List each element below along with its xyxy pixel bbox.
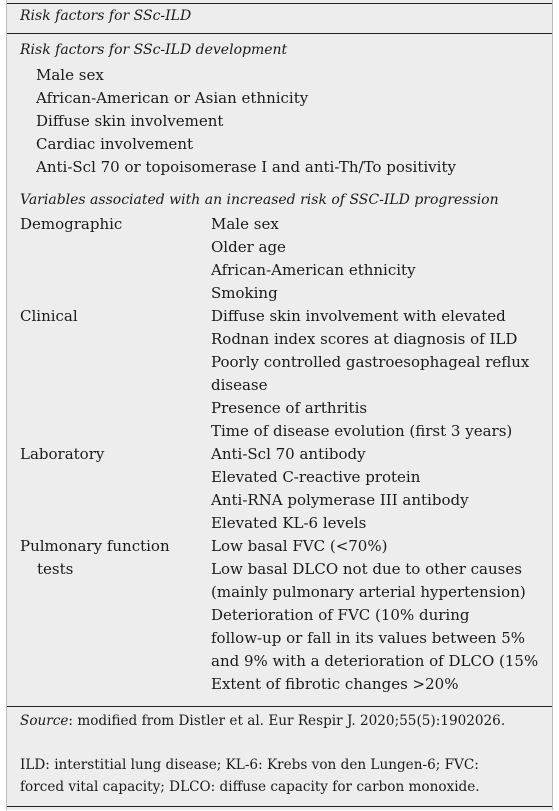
list-item: African-American or Asian ethnicity bbox=[36, 89, 309, 107]
source-text: : modified from Distler et al. Eur Respir J. 2020;55(5):1902026. bbox=[68, 713, 506, 729]
list-item: Cardiac involvement bbox=[36, 135, 194, 153]
abbreviations-line: forced vital capacity; DLCO: diffuse capacity for carbon monoxide. bbox=[20, 779, 480, 795]
group-label: Clinical bbox=[20, 307, 78, 325]
list-item: Older age bbox=[211, 238, 286, 256]
list-item: Elevated KL-6 levels bbox=[211, 514, 367, 532]
table-title: Risk factors for SSc-ILD bbox=[20, 8, 192, 24]
progression-heading: Variables associated with an increased risk of SSC-ILD progression bbox=[20, 192, 499, 208]
list-item: Smoking bbox=[211, 284, 278, 302]
list-item: disease bbox=[211, 376, 268, 394]
bottom-rule bbox=[7, 806, 552, 807]
list-item: Presence of arthritis bbox=[211, 399, 368, 417]
list-item: Anti-RNA polymerase III antibody bbox=[211, 491, 469, 509]
risk-factors-table bbox=[6, 0, 553, 810]
list-item: (mainly pulmonary arterial hypertension) bbox=[211, 583, 526, 601]
list-item: Male sex bbox=[211, 215, 279, 233]
group-label: Demographic bbox=[20, 215, 123, 233]
list-item: Elevated C-reactive protein bbox=[211, 468, 421, 486]
list-item: Time of disease evolution (first 3 years) bbox=[211, 422, 513, 440]
group-label: tests bbox=[37, 560, 74, 578]
source-label: Source bbox=[20, 713, 69, 729]
list-item: and 9% with a deterioration of DLCO (15% bbox=[211, 652, 539, 670]
footer-rule bbox=[7, 706, 552, 707]
list-item: Rodnan index scores at diagnosis of ILD bbox=[211, 330, 518, 348]
list-item: Deterioration of FVC (10% during bbox=[211, 606, 470, 624]
source-note bbox=[20, 713, 505, 729]
list-item: Low basal DLCO not due to other causes bbox=[211, 560, 522, 578]
list-item: Extent of fibrotic changes >20% bbox=[211, 675, 459, 693]
list-item: follow-up or fall in its values between 5% bbox=[211, 629, 526, 647]
group-label: Pulmonary function bbox=[20, 537, 170, 555]
abbreviations-line: ILD: interstitial lung disease; KL-6: Krebs von den Lungen-6; FVC: bbox=[20, 757, 479, 773]
list-item: Low basal FVC (<70%) bbox=[211, 537, 388, 555]
title-rule bbox=[7, 33, 552, 34]
list-item: Poorly controlled gastroesophageal reflux bbox=[211, 353, 530, 371]
top-rule bbox=[7, 3, 552, 4]
group-label: Laboratory bbox=[20, 445, 105, 463]
list-item: African-American ethnicity bbox=[211, 261, 416, 279]
list-item: Anti-Scl 70 or topoisomerase I and anti-Th/To positivity bbox=[36, 158, 456, 176]
list-item: Anti-Scl 70 antibody bbox=[211, 445, 366, 463]
list-item: Diffuse skin involvement with elevated bbox=[211, 307, 506, 325]
list-item: Diffuse skin involvement bbox=[36, 112, 224, 130]
list-item: Male sex bbox=[36, 66, 104, 84]
development-heading: Risk factors for SSc-ILD development bbox=[20, 42, 288, 58]
